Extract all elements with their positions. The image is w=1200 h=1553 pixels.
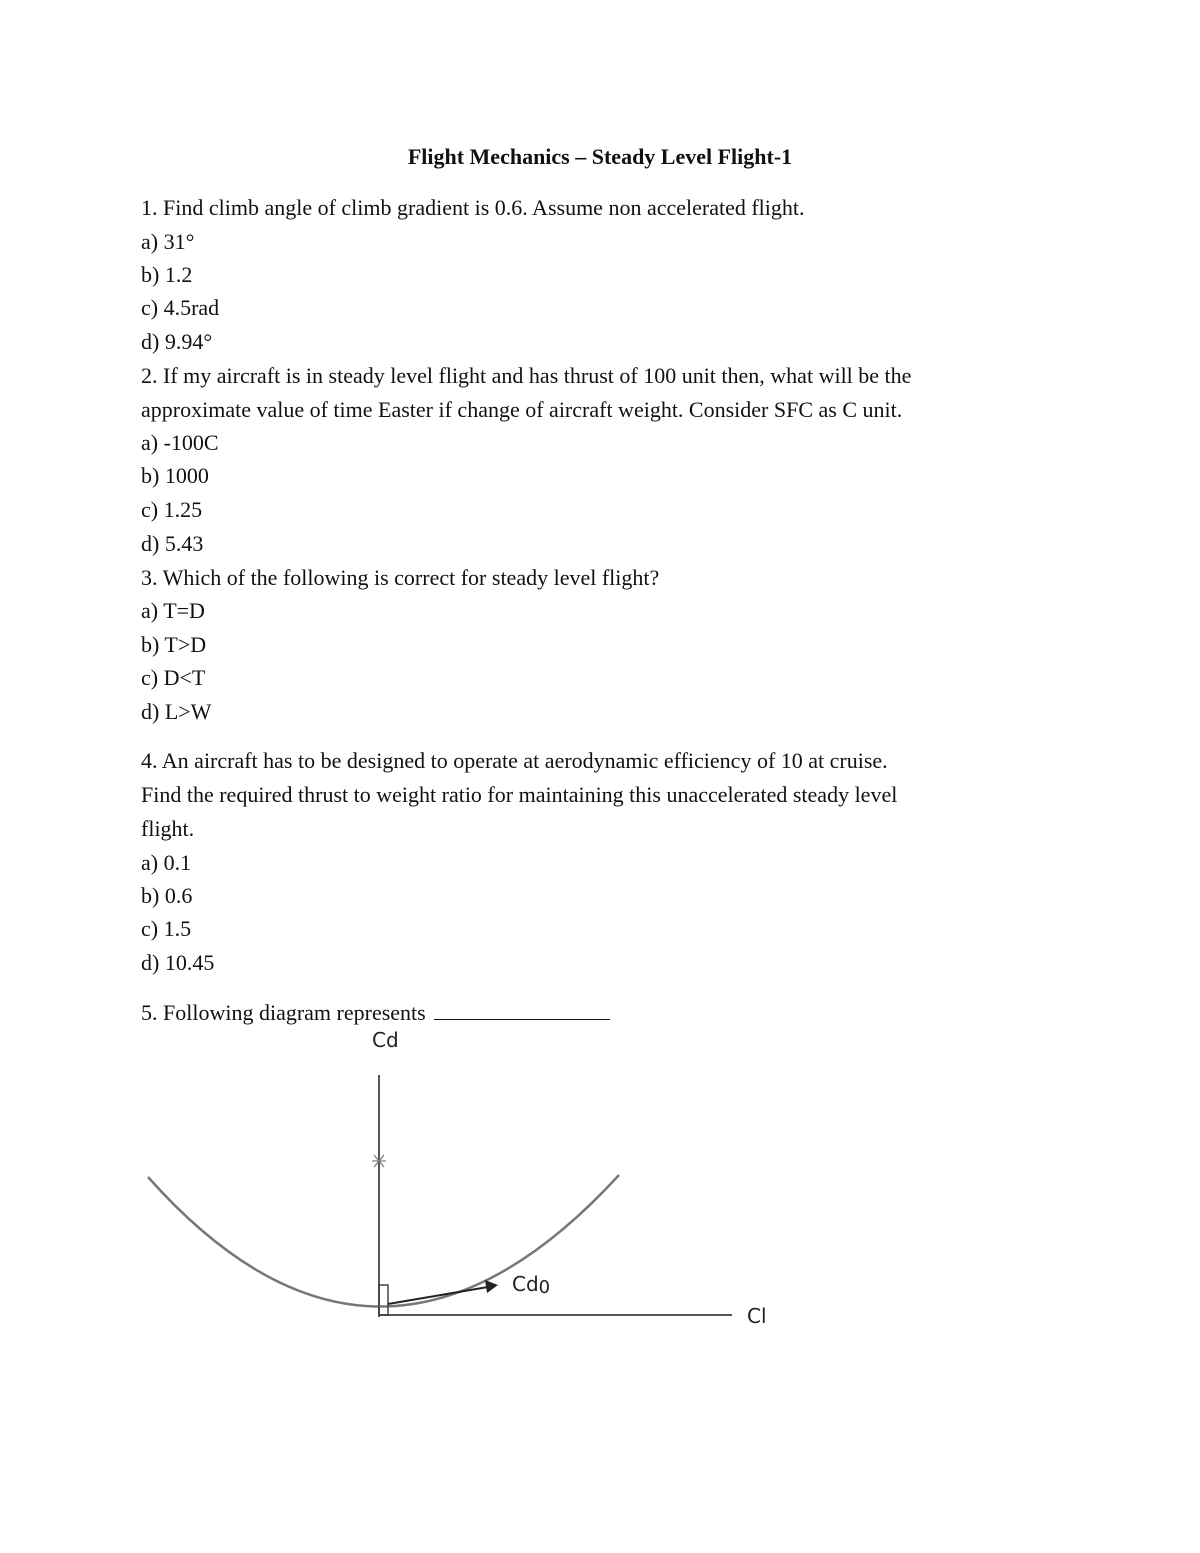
cd0-arrowhead [485, 1280, 498, 1293]
question-4-option-d: d) 10.45 [141, 950, 215, 975]
page-title: Flight Mechanics – Steady Level Flight-1 [407, 144, 793, 169]
question-1-option-c: c) 4.5rad [141, 295, 220, 320]
question-4-text-line-2: Find the required thrust to weight ratio for maintaining this unaccelerated steady level [141, 782, 898, 807]
drag-polar-diagram [120, 1025, 800, 1355]
question-1-option-d: d) 9.94° [141, 329, 213, 354]
question-1-option-a: a) 31° [141, 229, 195, 254]
question-4-option-a: a) 0.1 [141, 850, 192, 875]
question-1-text: 1. Find climb angle of climb gradient is 0.6. Assume non accelerated flight. [141, 195, 805, 220]
question-5-line [141, 999, 610, 1027]
question-2-option-b: b) 1000 [141, 463, 209, 488]
cd-axis-label: Cd [372, 1028, 399, 1052]
question-3-text: 3. Which of the following is correct for steady level flight? [141, 565, 660, 590]
cl-axis-label: Cl [747, 1304, 767, 1328]
question-3-option-d: d) L>W [141, 699, 212, 724]
question-3-option-a: a) T=D [141, 598, 205, 623]
question-4-option-c: c) 1.5 [141, 916, 192, 941]
cd0-marker [379, 1285, 388, 1315]
question-1-option-b: b) 1.2 [141, 262, 193, 287]
question-5-text: 5. Following diagram represents [141, 1000, 426, 1025]
question-4-option-b: b) 0.6 [141, 883, 193, 908]
question-2-text-line-2: approximate value of time Easter if change of aircraft weight. Consider SFC as C unit. [141, 397, 903, 422]
cd0-arrow [388, 1287, 488, 1304]
cd0-label: Cd0 [512, 1272, 551, 1298]
question-3-option-c: c) D<T [141, 665, 206, 690]
question-2-text-line-1: 2. If my aircraft is in steady level flight and has thrust of 100 unit then, what will be the [141, 363, 912, 388]
question-2-option-c: c) 1.25 [141, 497, 203, 522]
question-4-text-line-3: flight. [141, 816, 195, 841]
question-3-option-b: b) T>D [141, 632, 207, 657]
answer-blank [434, 1001, 610, 1020]
question-4-text-line-1: 4. An aircraft has to be designed to operate at aerodynamic efficiency of 10 at cruise. [141, 748, 888, 773]
question-2-option-a: a) -100C [141, 430, 219, 455]
question-2-option-d: d) 5.43 [141, 531, 204, 556]
